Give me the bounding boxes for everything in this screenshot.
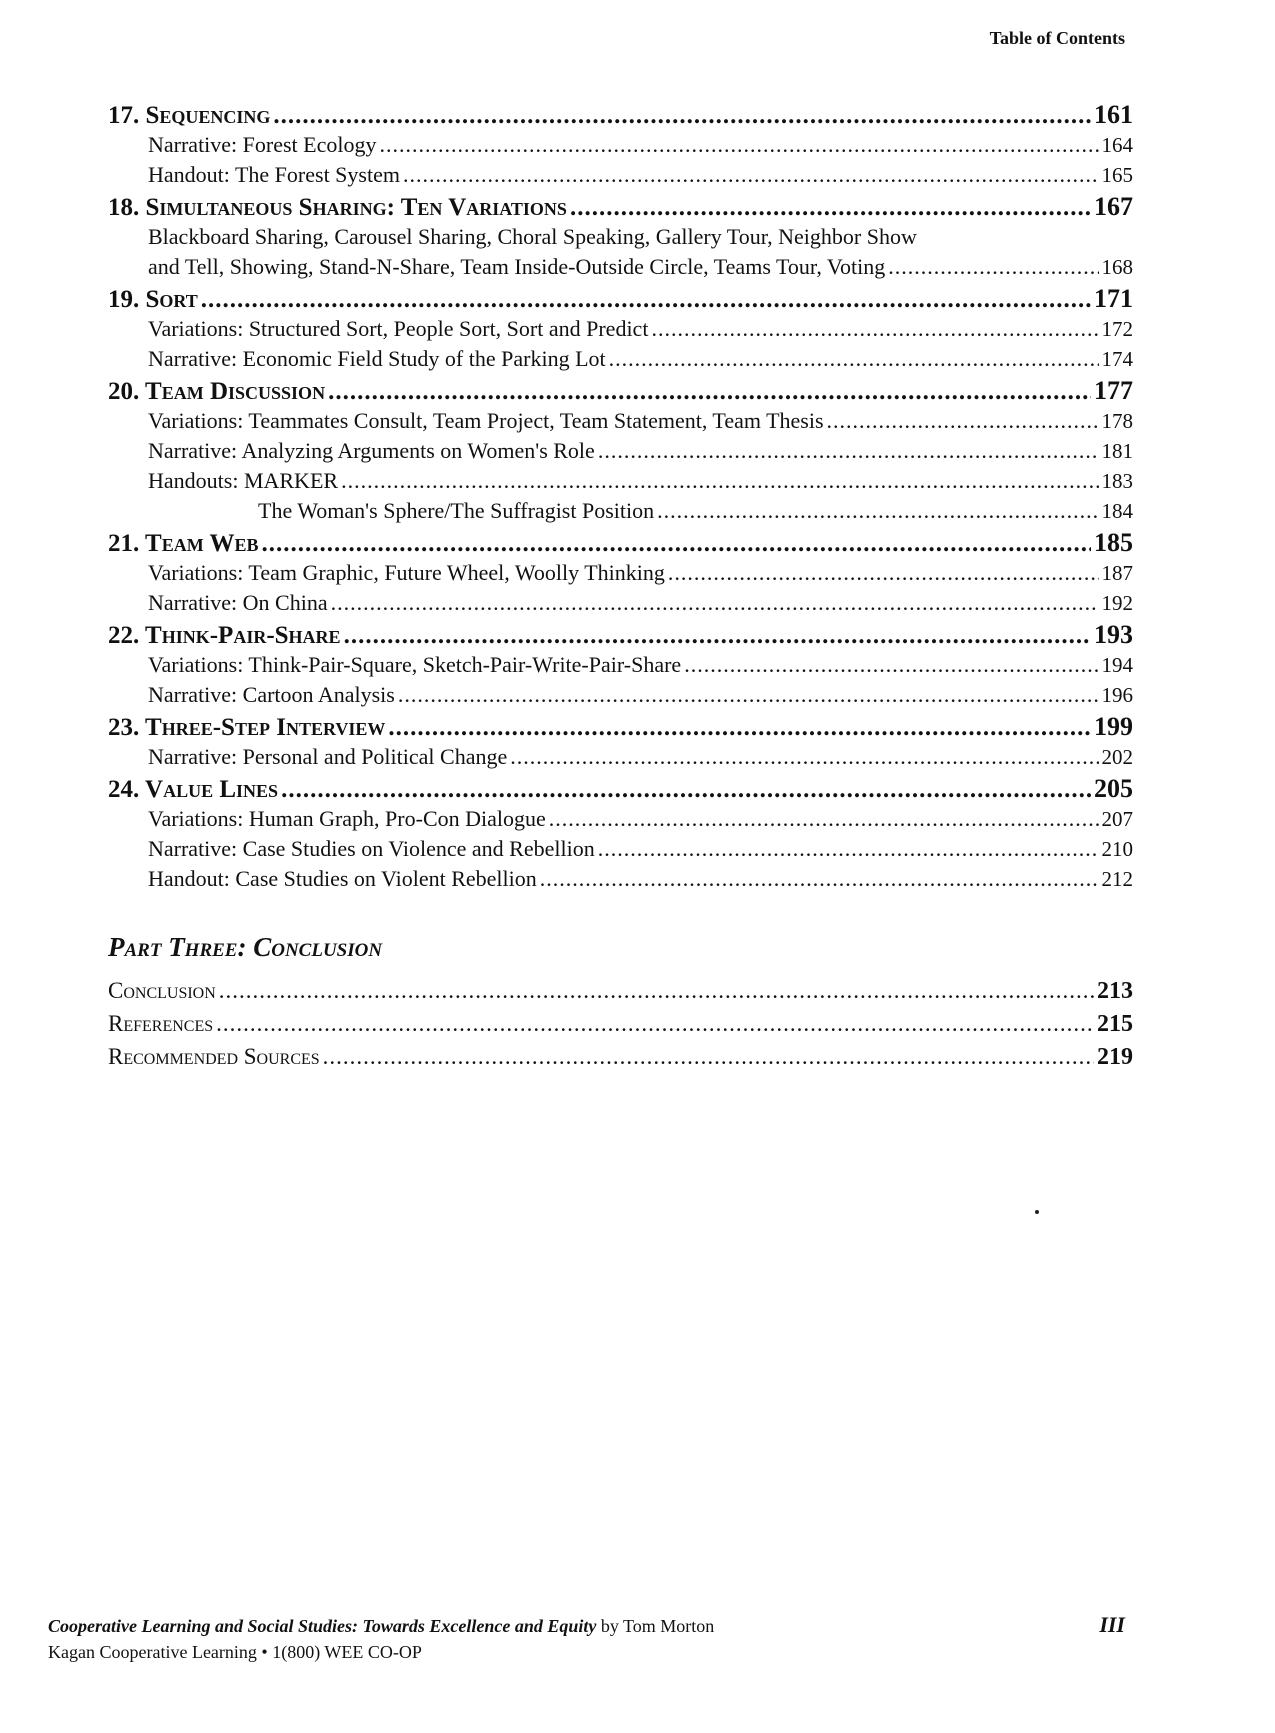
section-entry	[108, 590, 1133, 620]
dot-leader	[323, 1044, 1094, 1070]
page-number-ref: 171	[1094, 284, 1133, 313]
entry-label: 20. Team Discussion	[108, 378, 326, 405]
section-entry	[108, 132, 1133, 162]
dot-leader	[668, 560, 1099, 586]
entry-label: 24. Value Lines	[108, 776, 279, 803]
dot-leader	[216, 1011, 1094, 1037]
section-entry	[108, 316, 1133, 346]
stray-mark	[1035, 1210, 1039, 1214]
page-number-ref: 194	[1101, 653, 1133, 677]
dot-leader	[657, 498, 1098, 524]
page-number-ref: 202	[1101, 745, 1133, 769]
entry-label: 23. Three-Step Interview	[108, 714, 386, 741]
section-entry	[108, 744, 1133, 774]
page-number-ref: 184	[1101, 499, 1133, 523]
page-number-ref: 183	[1101, 469, 1133, 493]
dot-leader	[273, 102, 1091, 130]
entry-label: Narrative: On China	[148, 590, 328, 615]
dot-leader	[598, 836, 1099, 862]
entry-label: Blackboard Sharing, Carousel Sharing, Choral Speaking, Gallery Tour, Neighbor Show	[148, 224, 917, 249]
part-three-entries	[108, 978, 1133, 1077]
section-entry	[108, 254, 1133, 284]
section-entry	[108, 498, 1133, 528]
dot-leader	[219, 978, 1094, 1004]
entry-label: 18. Simultaneous Sharing: Ten Variations	[108, 194, 567, 221]
entry-label: Handouts: MARKER	[148, 468, 339, 493]
dot-leader	[609, 346, 1099, 372]
page-number-ref: 196	[1101, 683, 1133, 707]
section-entry	[108, 652, 1133, 682]
publisher-line: Kagan Cooperative Learning • 1(800) WEE CO-OP	[48, 1642, 422, 1662]
page-number-ref: 168	[1101, 255, 1133, 279]
entry-label: Conclusion	[108, 978, 216, 1003]
dot-leader	[331, 590, 1099, 616]
dot-leader	[570, 194, 1091, 222]
entry-label: 21. Team Web	[108, 530, 259, 557]
back-matter-entry	[108, 1011, 1133, 1044]
table-of-contents	[108, 100, 1133, 1077]
entry-label: 22. Think-Pair-Share	[108, 622, 341, 649]
dot-leader	[201, 286, 1091, 314]
chapter-entry	[108, 774, 1133, 806]
page-number-ref: 192	[1101, 591, 1133, 615]
page-number-ref: 172	[1101, 317, 1133, 341]
page-number-ref: 164	[1101, 133, 1133, 157]
entry-label: Narrative: Case Studies on Violence and Rebellion	[148, 836, 595, 861]
section-entry	[108, 836, 1133, 866]
toc-entries	[108, 100, 1133, 896]
author-line: by Tom Morton	[596, 1616, 715, 1636]
section-entry	[108, 560, 1133, 590]
chapter-entry	[108, 528, 1133, 560]
dot-leader	[403, 162, 1099, 188]
entry-label: Variations: Team Graphic, Future Wheel, Woolly Thinking	[148, 560, 665, 585]
entry-label: and Tell, Showing, Stand-N-Share, Team Inside-Outside Circle, Teams Tour, Voting	[148, 254, 886, 279]
entry-label: Narrative: Personal and Political Change	[148, 744, 508, 769]
entry-label: Recommended Sources	[108, 1044, 320, 1069]
dot-leader	[344, 622, 1091, 650]
entry-label: Variations: Human Graph, Pro-Con Dialogue	[148, 806, 546, 831]
entry-label: Narrative: Economic Field Study of the Parking Lot	[148, 346, 606, 371]
chapter-entry	[108, 284, 1133, 316]
section-entry	[108, 806, 1133, 836]
entry-label: Variations: Structured Sort, People Sort, Sort and Predict	[148, 316, 649, 341]
page-number-ref: 185	[1094, 528, 1133, 557]
dot-leader	[684, 652, 1098, 678]
entry-label: Narrative: Forest Ecology	[148, 132, 377, 157]
entry-label: The Woman's Sphere/The Suffragist Position	[258, 498, 655, 523]
section-entry	[108, 408, 1133, 438]
running-head: Table of Contents	[989, 28, 1125, 48]
dot-leader	[281, 776, 1091, 804]
chapter-entry	[108, 712, 1133, 744]
chapter-entry	[108, 192, 1133, 224]
section-entry	[108, 162, 1133, 192]
dot-leader	[262, 530, 1091, 558]
page-number-ref: 210	[1101, 837, 1133, 861]
page-number: III	[1099, 1612, 1125, 1637]
dot-leader	[380, 132, 1099, 158]
page-number-ref: 181	[1101, 439, 1133, 463]
page-footer	[48, 1613, 714, 1665]
footer-citation	[48, 1613, 714, 1639]
section-entry	[108, 346, 1133, 376]
section-entry	[108, 224, 1133, 254]
section-entry	[108, 468, 1133, 498]
page-number-ref: 212	[1101, 867, 1133, 891]
page-number-ref: 205	[1094, 774, 1133, 803]
entry-label: References	[108, 1011, 214, 1036]
entry-label: Handout: The Forest System	[148, 162, 400, 187]
section-entry	[108, 438, 1133, 468]
dot-leader	[888, 254, 1098, 280]
page-number-ref: 177	[1094, 376, 1133, 405]
dot-leader	[398, 682, 1099, 708]
page-number-ref: 187	[1101, 561, 1133, 585]
entry-label: Variations: Teammates Consult, Team Project, Team Statement, Team Thesis	[148, 408, 824, 433]
dot-leader	[540, 866, 1099, 892]
entry-label: 17. Sequencing	[108, 102, 271, 129]
dot-leader	[651, 316, 1098, 342]
page-number-ref: 215	[1097, 1011, 1133, 1037]
section-entry	[108, 866, 1133, 896]
entry-label: 19. Sort	[108, 286, 198, 313]
dot-leader	[328, 378, 1091, 406]
page-number-ref: 219	[1097, 1044, 1133, 1070]
page-number-ref: 199	[1094, 712, 1133, 741]
book-title: Cooperative Learning and Social Studies: Towards Excellence and Equity	[48, 1616, 597, 1636]
back-matter-entry	[108, 978, 1133, 1011]
dot-leader	[549, 806, 1099, 832]
entry-label: Narrative: Analyzing Arguments on Women's Role	[148, 438, 595, 463]
entry-label: Variations: Think-Pair-Square, Sketch-Pair-Write-Pair-Share	[148, 652, 682, 677]
page-number-ref: 167	[1094, 192, 1133, 221]
chapter-entry	[108, 100, 1133, 132]
page-number-ref: 207	[1101, 807, 1133, 831]
chapter-entry	[108, 620, 1133, 652]
section-entry	[108, 682, 1133, 712]
chapter-entry	[108, 376, 1133, 408]
dot-leader	[598, 438, 1099, 464]
dot-leader	[388, 714, 1091, 742]
entry-label: Narrative: Cartoon Analysis	[148, 682, 395, 707]
entry-label: Handout: Case Studies on Violent Rebellion	[148, 866, 537, 891]
page-number-ref: 174	[1101, 347, 1133, 371]
page-number-ref: 178	[1101, 409, 1133, 433]
dot-leader	[510, 744, 1098, 770]
part-three-title: Part Three: Conclusion	[108, 932, 383, 962]
page-number-ref: 213	[1097, 978, 1133, 1004]
dot-leader	[827, 408, 1099, 434]
page-number-ref: 193	[1094, 620, 1133, 649]
page-number-ref: 165	[1101, 163, 1133, 187]
back-matter-entry	[108, 1044, 1133, 1077]
dot-leader	[341, 468, 1098, 494]
page-number-ref: 161	[1094, 100, 1133, 129]
